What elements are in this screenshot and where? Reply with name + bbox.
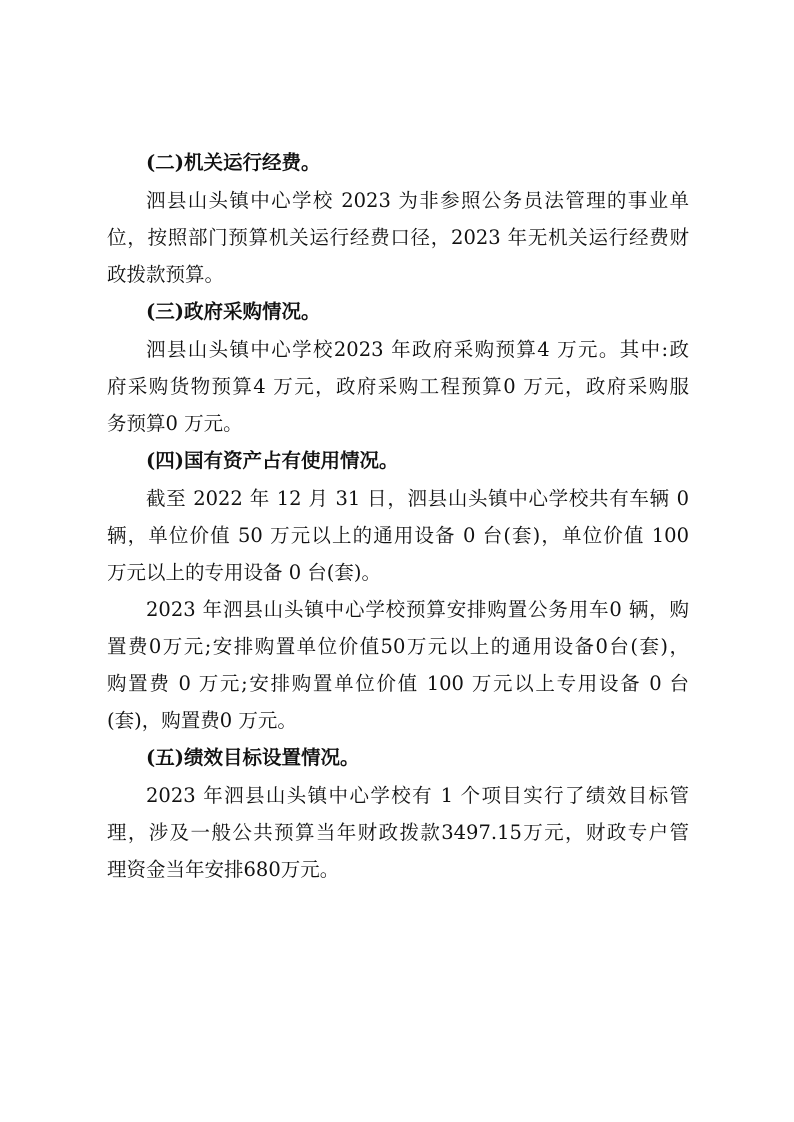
paragraph-operating-expenses — [107, 182, 689, 293]
section-heading-procurement: (三)政府采购情况。 — [146, 300, 321, 323]
text-line: 2023 年泗县山头镇中心学校预算安排购置公务用车0 辆，购 — [146, 598, 689, 621]
section-heading-operating-expenses: (二)机关运行经费。 — [146, 151, 321, 174]
paragraph-procurement — [107, 331, 689, 442]
text-line: 府采购货物预算4 万元，政府采购工程预算0 万元，政府采购服 — [107, 375, 689, 398]
paragraph-assets-status — [107, 480, 689, 591]
section-heading-state-assets: (四)国有资产占有使用情况。 — [146, 449, 399, 472]
text-line: 购置费 0 万元;安排购置单位价值 100 万元以上专用设备 0 台 — [107, 672, 689, 695]
text-line: 置费0万元;安排购置单位价值50万元以上的通用设备0台(套)， — [107, 635, 689, 658]
paragraph-assets-purchase-plan — [107, 591, 689, 739]
text-line: 万元以上的专用设备 0 台(套)。 — [107, 561, 382, 584]
text-line: 泗县山头镇中心学校 2023 为非参照公务员法管理的事业单 — [146, 189, 689, 212]
document-body — [107, 144, 689, 888]
text-line: 2023 年泗县山头镇中心学校有 1 个项目实行了绩效目标管 — [146, 784, 689, 807]
section-heading-performance-goals: (五)绩效目标设置情况。 — [146, 746, 360, 769]
text-line: 理资金当年安排680万元。 — [107, 858, 340, 881]
text-line: 辆，单位价值 50 万元以上的通用设备 0 台(套)，单位价值 100 — [107, 524, 689, 547]
text-line: 政拨款预算。 — [107, 263, 225, 286]
text-line: (套)，购置费0 万元。 — [107, 709, 297, 732]
text-line: 务预算0 万元。 — [107, 412, 243, 435]
text-line: 理，涉及一般公共预算当年财政拨款3497.15万元，财政专户管 — [107, 821, 689, 844]
text-line: 截至 2022 年 12 月 31 日，泗县山头镇中心学校共有车辆 0 — [146, 487, 689, 510]
paragraph-performance-goals — [107, 777, 689, 888]
text-line: 泗县山头镇中心学校2023 年政府采购预算4 万元。其中:政 — [146, 338, 689, 361]
text-line: 位，按照部门预算机关运行经费口径，2023 年无机关运行经费财 — [107, 226, 689, 249]
